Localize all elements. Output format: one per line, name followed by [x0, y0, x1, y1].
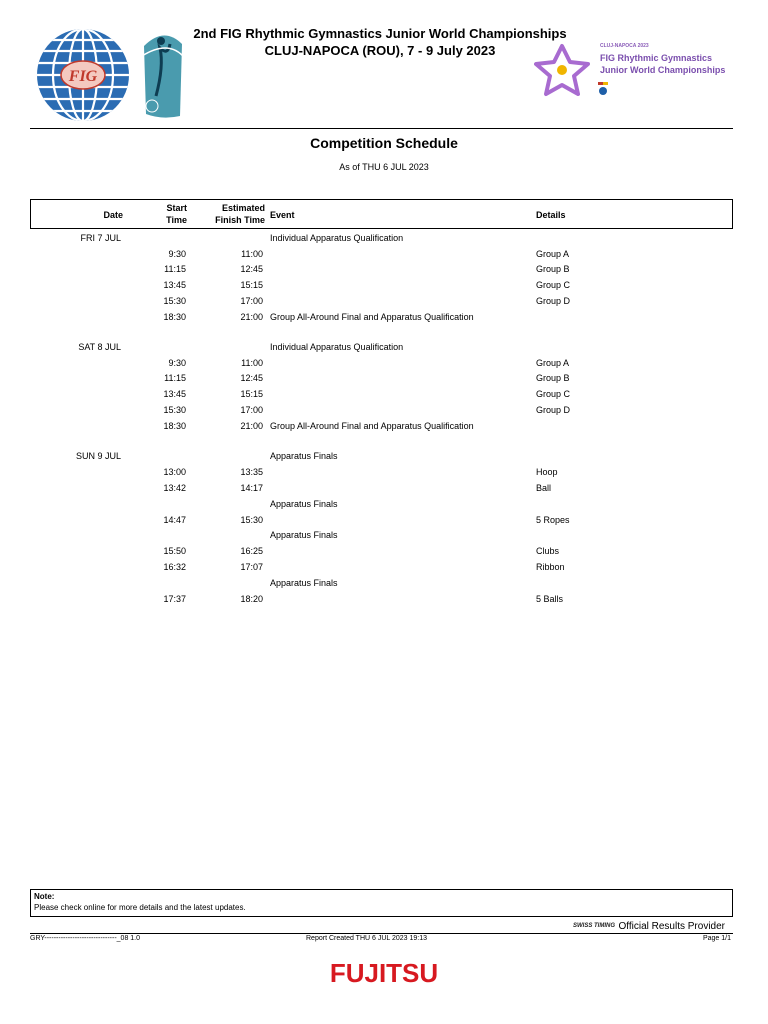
table-row — [0, 341, 768, 353]
cell-finish: 12:45 — [240, 264, 263, 274]
report-code: GRY-------------------------------_08 1.0 — [30, 935, 141, 942]
cell-details: Group B — [536, 373, 570, 383]
cell-start: 11:15 — [164, 373, 186, 383]
note-text: Please check online for more details and the latest updates. — [34, 903, 246, 912]
cell-event: Apparatus Finals — [270, 578, 338, 588]
cell-start: 15:30 — [163, 296, 186, 306]
cell-finish: 21:00 — [240, 421, 263, 431]
table-header — [30, 199, 733, 229]
cell-details: Ribbon — [536, 562, 565, 572]
cell-details: Clubs — [536, 546, 560, 556]
header-event: Event — [270, 210, 295, 220]
page-number: Page 1/1 — [702, 935, 731, 942]
table-row — [0, 498, 768, 510]
cell-details: Group A — [536, 358, 570, 368]
swiss-timing-logo: SWISS TIMING — [573, 923, 615, 929]
cell-start: 17:37 — [163, 594, 186, 604]
championship-location-dates: CLUJ-NAPOCA (ROU), 7 - 9 July 2023 — [264, 43, 496, 58]
header-finish-line2: Finish Time — [215, 215, 265, 225]
cell-finish: 16:25 — [240, 546, 263, 556]
table-row — [0, 529, 768, 541]
cell-finish: 12:45 — [240, 373, 263, 383]
cell-finish: 18:20 — [240, 594, 263, 604]
table-row — [0, 593, 768, 605]
event-logo-small-text: CLUJ-NAPOCA 2023 — [600, 43, 649, 49]
table-row — [0, 248, 768, 260]
cell-finish: 17:07 — [240, 562, 263, 572]
cell-details: Group A — [536, 249, 570, 259]
cell-start: 13:45 — [163, 389, 186, 399]
note-box — [30, 889, 733, 917]
cell-start: 13:42 — [163, 483, 186, 493]
table-row — [0, 420, 768, 432]
footer-divider — [30, 933, 733, 934]
header-divider — [30, 128, 733, 129]
table-row — [0, 263, 768, 275]
cell-start: 9:30 — [168, 249, 186, 259]
championship-title: 2nd FIG Rhythmic Gymnastics Junior World Championships — [193, 26, 567, 41]
fig-logo — [34, 26, 132, 124]
cell-event: Individual Apparatus Qualification — [270, 342, 404, 352]
table-row — [0, 295, 768, 307]
header-details: Details — [536, 210, 566, 220]
event-logo-name-line2: Junior World Championships — [600, 65, 726, 75]
header-finish-time — [215, 202, 265, 226]
cell-start: 9:30 — [168, 358, 186, 368]
document-title: Competition Schedule — [310, 135, 458, 151]
as-of-date: As of THU 6 JUL 2023 — [339, 162, 429, 172]
header-start-line2: Time — [166, 215, 187, 225]
table-row — [0, 232, 768, 244]
cell-details: Group B — [536, 264, 570, 274]
table-row — [0, 279, 768, 291]
cell-details: Group C — [536, 280, 571, 290]
cell-event: Apparatus Finals — [270, 499, 338, 509]
report-created: Report Created THU 6 JUL 2023 19:13 — [306, 935, 428, 942]
cell-details: Group C — [536, 389, 571, 399]
table-row — [0, 482, 768, 494]
cell-finish: 14:17 — [240, 483, 263, 493]
cell-details: Hoop — [536, 467, 558, 477]
header-finish-line1: Estimated — [221, 203, 265, 213]
table-row — [0, 545, 768, 557]
cell-details: 5 Balls — [536, 594, 564, 604]
table-row — [0, 404, 768, 416]
cell-event: Group All-Around Final and Apparatus Qualification — [270, 421, 474, 431]
cell-finish: 11:00 — [241, 358, 263, 368]
cell-finish: 15:15 — [240, 280, 263, 290]
cell-start: 13:00 — [163, 467, 186, 477]
table-row — [0, 466, 768, 478]
cell-event: Individual Apparatus Qualification — [270, 233, 404, 243]
cell-finish: 13:35 — [240, 467, 263, 477]
cell-finish: 15:15 — [240, 389, 263, 399]
cell-start: 15:50 — [163, 546, 186, 556]
cell-details: 5 Ropes — [536, 515, 570, 525]
note-title: Note: — [34, 892, 55, 901]
cell-start: 18:30 — [163, 421, 186, 431]
svg-text:FIG: FIG — [68, 68, 98, 85]
cell-event: Apparatus Finals — [270, 451, 338, 461]
cell-event: Apparatus Finals — [270, 530, 338, 540]
cell-details: Group D — [536, 405, 571, 415]
results-provider-text: Official Results Provider — [618, 921, 725, 932]
cell-date: SAT 8 JUL — [78, 342, 121, 352]
header-start-line1: Start — [166, 203, 187, 213]
cell-finish: 15:30 — [240, 515, 263, 525]
cell-event: Group All-Around Final and Apparatus Qualification — [270, 312, 474, 322]
cell-finish: 21:00 — [240, 312, 263, 322]
cell-date: SUN 9 JUL — [75, 451, 121, 461]
table-row — [0, 514, 768, 526]
cell-finish: 17:00 — [240, 296, 263, 306]
table-row — [0, 577, 768, 589]
cell-start: 11:15 — [164, 264, 186, 274]
table-row — [0, 311, 768, 323]
cell-start: 18:30 — [163, 312, 186, 322]
cell-start: 13:45 — [163, 280, 186, 290]
table-row — [0, 372, 768, 384]
cell-start: 14:47 — [163, 515, 186, 525]
header-date: Date — [103, 210, 123, 220]
table-row — [0, 561, 768, 573]
header-start-time — [166, 202, 187, 226]
event-logo-name-line1: FIG Rhythmic Gymnastics — [600, 53, 713, 63]
cell-start: 16:32 — [163, 562, 186, 572]
fujitsu-sponsor-logo: FUJITSU — [329, 958, 439, 988]
table-row — [0, 388, 768, 400]
cell-finish: 11:00 — [241, 249, 263, 259]
cell-finish: 17:00 — [240, 405, 263, 415]
table-row — [0, 357, 768, 369]
table-row — [0, 450, 768, 462]
cell-details: Group D — [536, 296, 571, 306]
cell-start: 15:30 — [163, 405, 186, 415]
cell-date: FRI 7 JUL — [80, 233, 121, 243]
cell-details: Ball — [536, 483, 552, 493]
